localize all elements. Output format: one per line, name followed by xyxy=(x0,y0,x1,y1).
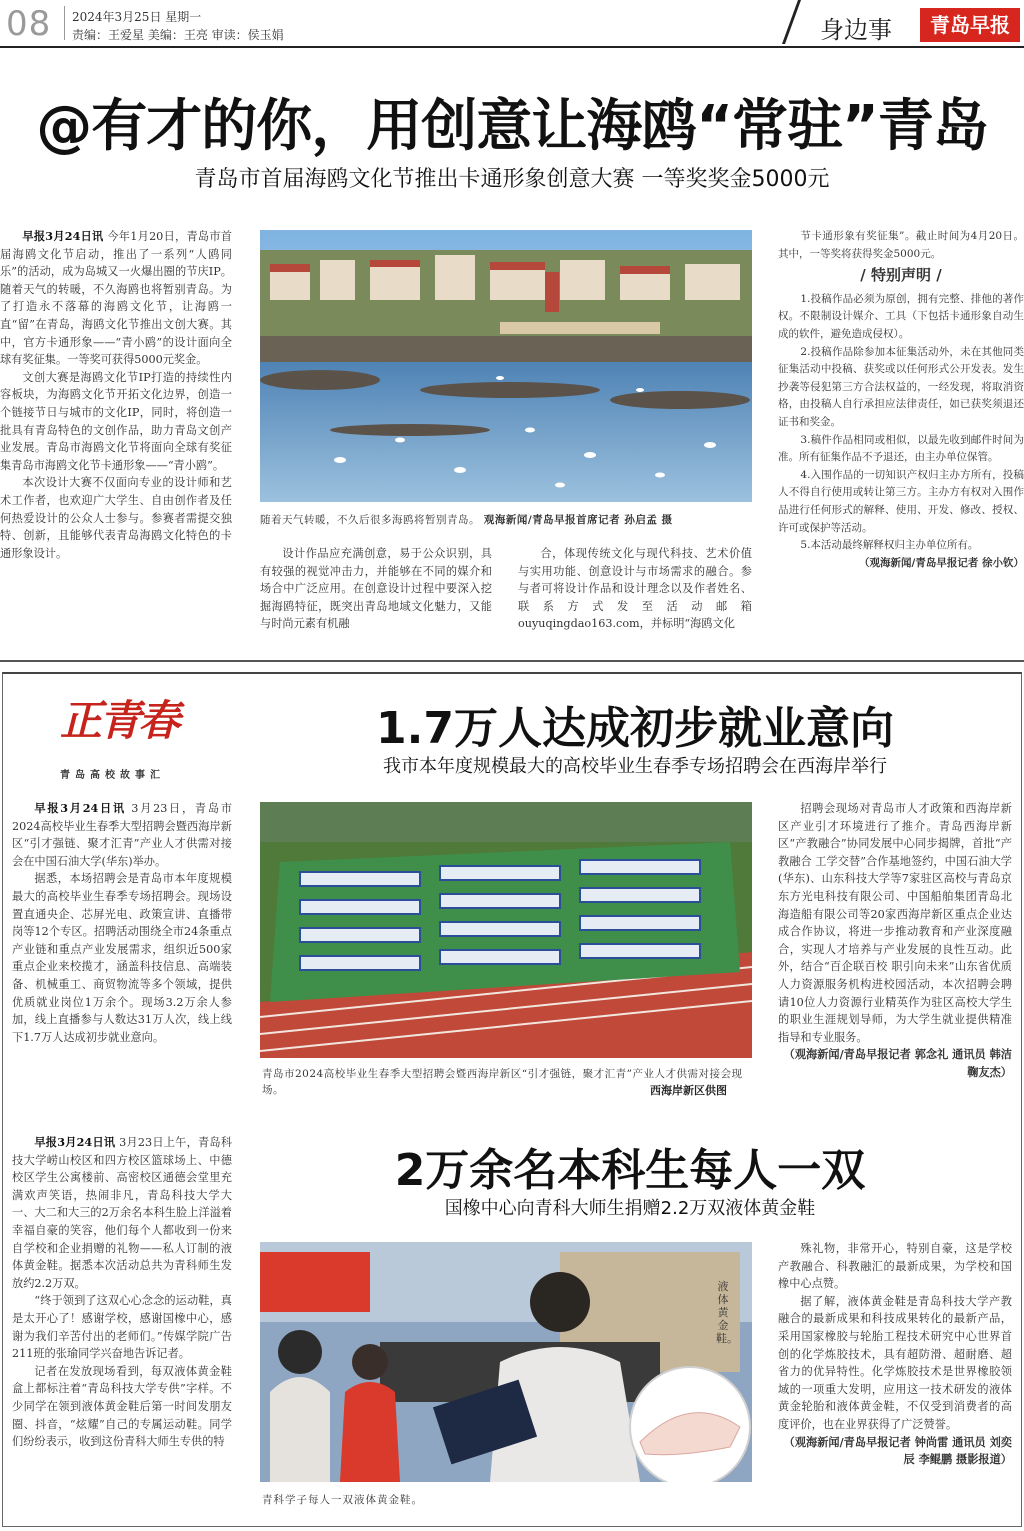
photo-credit: 西海岸新区供图 xyxy=(650,1084,727,1097)
article2-paragraph: 据悉，本场招聘会是青岛市本年度规模最大的高校毕业生春季专场招聘会。现场设置直通央企、芯屏光电、政策宣讲、直播带岗等12个专区。招聘活动围绕全市24条重点产业链和重点产业发展需求，组织近500家重点企业来校揽才，涵盖科技信息、高端装备、机械重工、商贸物流等多个领域，提供优质就业岗位1万余个。现场3.2万余人参加，线上直播参与人数达31万人次，线上线下1.7万人达成初步就业意向。 xyxy=(12,872,232,1044)
article1-column-1 xyxy=(0,228,232,562)
article3-column-3 xyxy=(778,1240,1012,1469)
article2-column-3 xyxy=(778,800,1012,1082)
article3-photo-caption: 青科学子每人一双液体黄金鞋。 xyxy=(262,1494,423,1506)
reporter-credit: （观海新闻/青岛早报记者 郭念礼 通讯员 韩洁 鞠友杰） xyxy=(783,1047,1012,1079)
shoe-handout-photo xyxy=(260,1242,752,1482)
vertical-photo-note: 液体黄金鞋。 xyxy=(716,1280,738,1345)
notice-item: 1.投稿作品必须为原创，拥有完整、排他的著作权。不限制设计媒介、工具（下包括卡通形象自动生成的软件，避免造成侵权）。 xyxy=(778,292,1024,340)
article3-headline: 2万余名本科生每人一双 xyxy=(394,1145,866,1196)
reporter-credit: （观海新闻/青岛早报记者 钟尚雷 通讯员 刘奕辰 李鲲鹏 摄影报道） xyxy=(783,1434,1012,1467)
seagull-coast-photo xyxy=(260,230,752,502)
article2-subheadline: 我市本年度规模最大的高校毕业生春季专场招聘会在西海岸举行 xyxy=(383,756,887,777)
notice-item: 4.入围作品的一切知识产权归主办方所有，投稿人不得自行使用或转让第三方。主办方有权对入围作品进行任何形式的解释、使用、开发、修改、授权、许可或保护等活动。 xyxy=(778,468,1024,534)
article1-headline: @有才的你，用创意让海鸥“常驻”青岛 xyxy=(36,94,988,159)
article1-column-3: 合，体现传统文化与现代科技、艺术价值与实用功能、创意设计与市场需求的融合。参与者可将设计作品和设计理念以及作者姓名、联系方式发至活动邮箱ouyuqingdao163.com，并标明“海鸥文化 xyxy=(518,547,752,631)
newspaper-logo: 青岛早报 xyxy=(920,8,1020,42)
article1-column-4 xyxy=(778,228,1024,572)
article3-paragraph: “终于领到了这双心心念念的运动鞋，真是太开心了！感谢学校，感谢国橡中心，感谢为我们辛苦付出的老师们。”传媒学院广告211班的张瑜同学兴奋地告诉记者。 xyxy=(12,1294,232,1361)
article3-paragraph: 记者在发放现场看到，每双液体黄金鞋盒上都标注着“青岛科技大学专供”字样。不少同学在领到液体黄金鞋后第一时间发朋友圈、抖音，“炫耀”自己的专属运动鞋。同学们纷纷表示，收到这份青科大师生专供的特 xyxy=(12,1364,232,1449)
article1-paragraph: 文创大赛是海鸥文化节IP打造的持续性内容板块，为海鸥文化节开拓文化边界，创造一个链接节日与城市的文化IP，同时，将创造一批具有青岛特色的文创作品，助力青岛文创产业发展。青岛市海鸥文化节将面向全球有奖征集青岛市海鸥文化节卡通形象——“青小鸥”。 xyxy=(0,370,232,472)
column-logo-caption: 青岛高校故事汇 xyxy=(60,770,165,781)
notice-item: 5.本活动最终解释权归主办单位所有。 xyxy=(800,539,979,552)
article2-paragraph: 招聘会现场对青岛市人才政策和西海岸新区产业引才环境进行了推介。青岛西海岸新区“产教融合”协同发展中心同步揭牌，首批“产教融合 工学交替”合作基地签约，中国石油大学(华东)、山东科技大学等7家驻区高校与青岛京东方光电科技有限公司、中国船舶集团青岛北海造船有限公司等20家西海岸新区重点企业达成合作协议，将进一步推动教育和产业深度融合，实现人才培养与产业发展的良性互动。此外，结合“百企联百校 职引向未来”山东省优质人力资源服务机构进校园活动，本次招聘会聘请10位人力资源行业精英作为驻区高校大学生的职业生涯规划导师，为大学生就业提供精准指导和专业服务。 xyxy=(778,802,1012,1044)
article3-subheadline: 国橡中心向青科大师生捐赠2.2万双液体黄金鞋 xyxy=(444,1198,816,1219)
article1-paragraph: 本次设计大赛不仅面向专业的设计师和艺术工作者，也欢迎广大学生、自由创作者及任何热爱设计的公众人士参与。参赛者需提交独特、创新，且能够代表青岛海鸥文化特色的卡通形象设计。 xyxy=(0,476,232,560)
article1-paragraph: 早报3月24日讯 今年1月20日，青岛市首届海鸥文化节启动，推出了一系列“人鸥同乐”的活动，成为岛城又一火爆出圈的节庆IP。随着天气的转暖，不久海鸥也将暂别青岛。为了打造永不落幕的海鸥文化节，让海鸥一直“留”在青岛，海鸥文化节推出文创大赛。其中，官方卡通形象——“青小鸥”的设计面向全球有奖征集。一等奖可获得5000元奖金。 xyxy=(0,229,232,367)
notice-item: 2.投稿作品除参加本征集活动外，未在其他同类征集活动中投稿、获奖或以任何形式公开发表。发生抄袭等侵犯第三方合法权益的，一经发现，将取消资格，由投稿人自行承担应法律责任，如已获奖须退还证书和奖金。 xyxy=(778,345,1024,428)
dateline: 早报3月24日讯 xyxy=(34,1135,116,1149)
dateline: 早报3月24日讯 xyxy=(34,801,126,815)
special-notice-heading: / 特别声明 / xyxy=(860,266,942,285)
issue-date: 2024年3月25日 星期一 xyxy=(72,10,202,24)
article2-photo-caption: 青岛市2024高校毕业生春季大型招聘会暨西海岸新区“引才强链，聚才汇青”产业人才供需对接会现场。 xyxy=(262,1068,743,1096)
article2-column-1 xyxy=(12,800,232,1046)
article3-paragraph: 殊礼物，非常开心，特别自豪，这是学校产教融合、科教融汇的最新成果，为学校和国橡中心点赞。 xyxy=(778,1242,1012,1291)
article2-headline: 1.7万人达成初步就业意向 xyxy=(376,703,894,754)
article1-column-2: 设计作品应充满创意，易于公众识别，具有较强的视觉冲击力，并能够在不同的媒介和场合中广泛应用。在创意设计过程中要深入挖掘海鸥特征，既突出青岛地域文化魅力，又能与时尚元素有机融 xyxy=(260,547,492,631)
staff-credits: 责编：王爱星 美编：王亮 审读：侯玉娟 xyxy=(72,28,284,42)
article3-paragraph: 早报3月24日讯 3月23日上午，青岛科技大学崂山校区和四方校区篮球场上、中德校区学生公寓楼前、高密校区通德会堂里充满欢声笑语，热闹非凡，青岛科技大学大一、大二和大三的2万余名本科生脸上洋溢着幸福自豪的笑容，他们每个人都收到一份来自学校和企业捐赠的礼物——私人订制的液体黄金鞋。据悉本次活动总共为青科师生发放约2.2万双。 xyxy=(12,1135,233,1290)
header-rule xyxy=(0,46,1024,48)
column-logo: 正青春 xyxy=(60,696,178,745)
notice-item: 3.稿件作品相同或相似，以最先收到邮件时间为准。所有征集作品不予退还，由主办单位保管。 xyxy=(778,433,1024,464)
reporter-credit: （观海新闻/青岛早报记者 徐小钦） xyxy=(859,556,1024,569)
article1-photo-caption: 随着天气转暖，不久后很多海鸥将暂别青岛。 观海新闻/青岛早报首席记者 孙启孟 摄 xyxy=(260,514,673,526)
article2-paragraph: 早报3月24日讯 3月23日，青岛市2024高校毕业生春季大型招聘会暨西海岸新区“引才强链、聚才汇青”产业人才供需对接会在中国石油大学(华东)举办。 xyxy=(12,801,233,868)
dateline: 早报3月24日讯 xyxy=(22,229,104,243)
section-name: 身边事 xyxy=(820,16,892,44)
job-fair-aerial-photo xyxy=(260,802,752,1058)
section-slash xyxy=(782,0,818,44)
header-divider xyxy=(64,6,65,40)
photo-credit: 观海新闻/青岛早报首席记者 孙启孟 摄 xyxy=(483,514,673,526)
article1-paragraph: 节卡通形象有奖征集”。截止时间为4月20日。其中，一等奖将获得奖金5000元。 xyxy=(778,230,1024,260)
article3-paragraph: 据了解，液体黄金鞋是青岛科技大学产教融合的最新成果和科技成果转化的最新产品，采用国家橡胶与轮胎工程技术研究中心世界首创的化学炼胶技术，具有超防滑、超耐磨、超省力的优异特性。化学炼胶技术是世界橡胶领域的一项重大发明，应用这一技术研发的液体黄金轮胎和液体黄金鞋，不仅受到消费者的高度评价，也在业界获得了广泛赞誉。 xyxy=(778,1294,1012,1431)
article3-column-1 xyxy=(12,1134,232,1451)
article1-subheadline: 青岛市首届海鸥文化节推出卡通形象创意大赛 一等奖奖金5000元 xyxy=(194,167,830,192)
section-separator xyxy=(0,660,1024,662)
page-number: 08 xyxy=(6,4,52,44)
